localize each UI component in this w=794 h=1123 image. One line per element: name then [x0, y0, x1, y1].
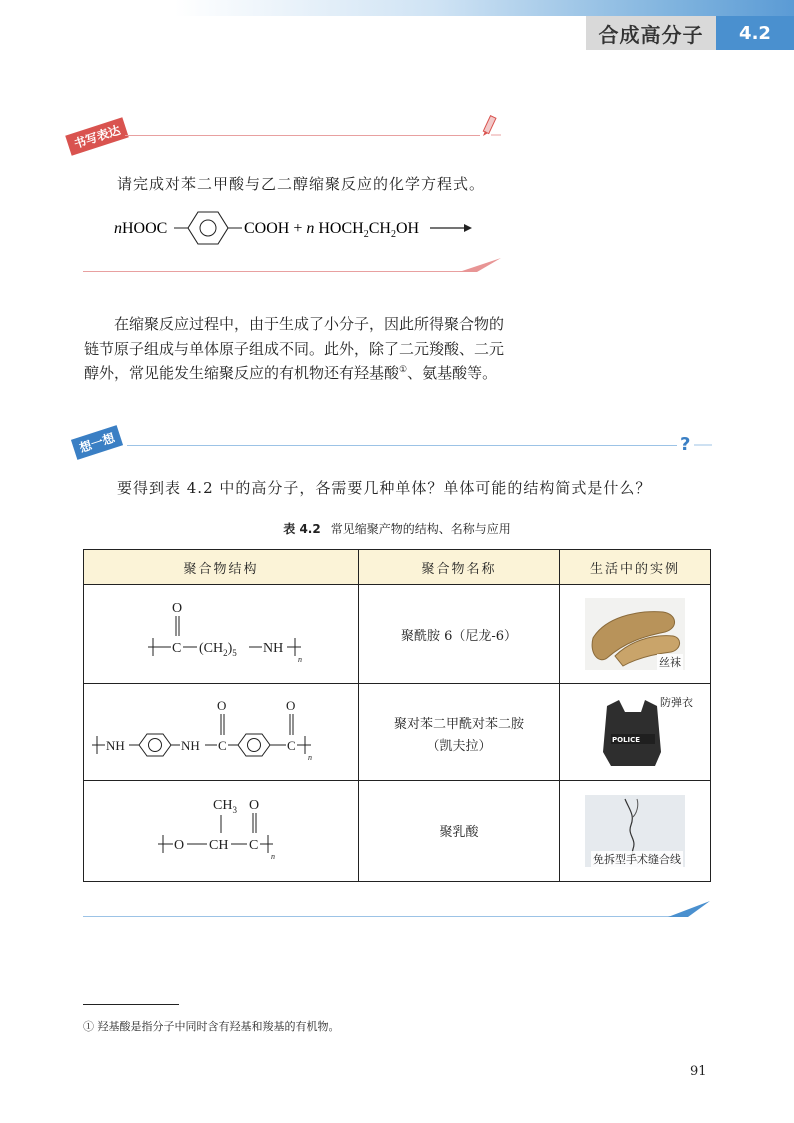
writing-top-rule	[125, 135, 480, 136]
header-structure: 聚合物结构	[84, 550, 359, 585]
svg-text:CH: CH	[209, 838, 229, 853]
kevlar-structure-diagram	[87, 690, 355, 770]
suture-image	[585, 795, 685, 867]
think-end-triangle	[666, 895, 712, 919]
svg-text:O: O	[286, 698, 296, 713]
body-paragraph: 在缩聚反应过程中，由于生成了小分子，因此所得聚合物的链节原子组成与单体原子组成不同。此外，除了二元羧酸、二元醇外，常见能发生缩聚反应的有机物还有羟基酸①、氨基酸等。	[84, 315, 505, 382]
table-header-row	[84, 550, 711, 585]
svg-text:C: C	[218, 738, 227, 753]
header-gradient-bar	[0, 0, 794, 16]
stockings-image	[585, 598, 685, 670]
svg-text:NH: NH	[181, 738, 200, 753]
structure-kevlar	[84, 684, 359, 781]
example-pla	[560, 781, 711, 882]
svg-text:NH: NH	[263, 641, 284, 656]
structure-nylon	[84, 585, 359, 684]
vest-image	[585, 692, 693, 772]
suture-label: 免拆型手术缝合线	[593, 853, 681, 866]
name-nylon: 聚酰胺 6（尼龙-6）	[359, 585, 560, 684]
table-row	[84, 781, 711, 882]
section-number: 4.2	[716, 16, 794, 50]
writing-prompt: 请完成对苯二甲酸与乙二醇缩聚反应的化学方程式。	[117, 175, 486, 193]
svg-text:COOH + n HOCH2CH2OH: COOH + n $HOCH_2CH_2OH$	[244, 220, 420, 240]
svg-text:(CH2)5: $(CH_2)_5$	[199, 641, 237, 658]
name-kevlar: 聚对苯二甲酰对苯二胺 （凯夫拉）	[359, 684, 560, 781]
table-row	[84, 585, 711, 684]
footnote-mark: ①	[399, 365, 408, 375]
svg-text:NH: NH	[106, 738, 125, 753]
pencil-icon	[477, 114, 501, 140]
writing-end-triangle	[455, 252, 503, 274]
vest-label: 防弹衣	[660, 696, 693, 709]
think-question: 要得到表 4.2 中的高分子，各需要几种单体？单体可能的结构简式是什么？	[117, 479, 652, 497]
writing-tag: 书写表达	[65, 117, 129, 156]
name-pla: 聚乳酸	[359, 781, 560, 882]
svg-text:O: O	[217, 698, 227, 713]
pla-structure-diagram	[121, 789, 321, 869]
header-name: 聚合物名称	[359, 550, 560, 585]
question-mark-icon	[678, 432, 712, 454]
svg-text:?: ?	[680, 434, 691, 454]
think-bottom-rule	[83, 916, 683, 917]
equation	[112, 205, 482, 249]
table-caption: 表 4.2 常见缩聚产物的结构、名称与应用	[283, 522, 511, 536]
nylon-structure-diagram	[121, 592, 321, 672]
page-number: 91	[690, 1064, 707, 1079]
svg-text:CH3: $CH_3$	[213, 798, 237, 815]
svg-text:C: C	[249, 838, 259, 853]
footnote-rule	[83, 1004, 179, 1005]
example-kevlar	[560, 684, 711, 781]
example-nylon	[560, 585, 711, 684]
writing-bottom-rule	[83, 271, 473, 272]
polymer-table	[83, 549, 711, 882]
svg-text:n: n	[308, 753, 312, 762]
svg-text:n: n	[271, 852, 275, 861]
svg-text:O: O	[174, 838, 185, 853]
chapter-title: 合成高分子	[586, 16, 716, 50]
svg-text:C: C	[172, 641, 182, 656]
svg-text:O: O	[172, 601, 183, 616]
svg-text:O: O	[249, 798, 260, 813]
svg-text:C: C	[287, 738, 296, 753]
think-top-rule	[127, 445, 677, 446]
table-row	[84, 684, 711, 781]
footnote-text: ① 羟基酸是指分子中同时含有羟基和羧基的有机物。	[83, 1020, 340, 1033]
stockings-label: 丝袜	[659, 656, 681, 669]
eq-left: nHOOC	[114, 220, 168, 237]
structure-pla	[84, 781, 359, 882]
svg-text:POLICE: POLICE	[612, 736, 641, 744]
think-tag: 想一想	[71, 425, 123, 460]
svg-text:n: n	[298, 655, 302, 664]
header-example: 生活中的实例	[560, 550, 711, 585]
